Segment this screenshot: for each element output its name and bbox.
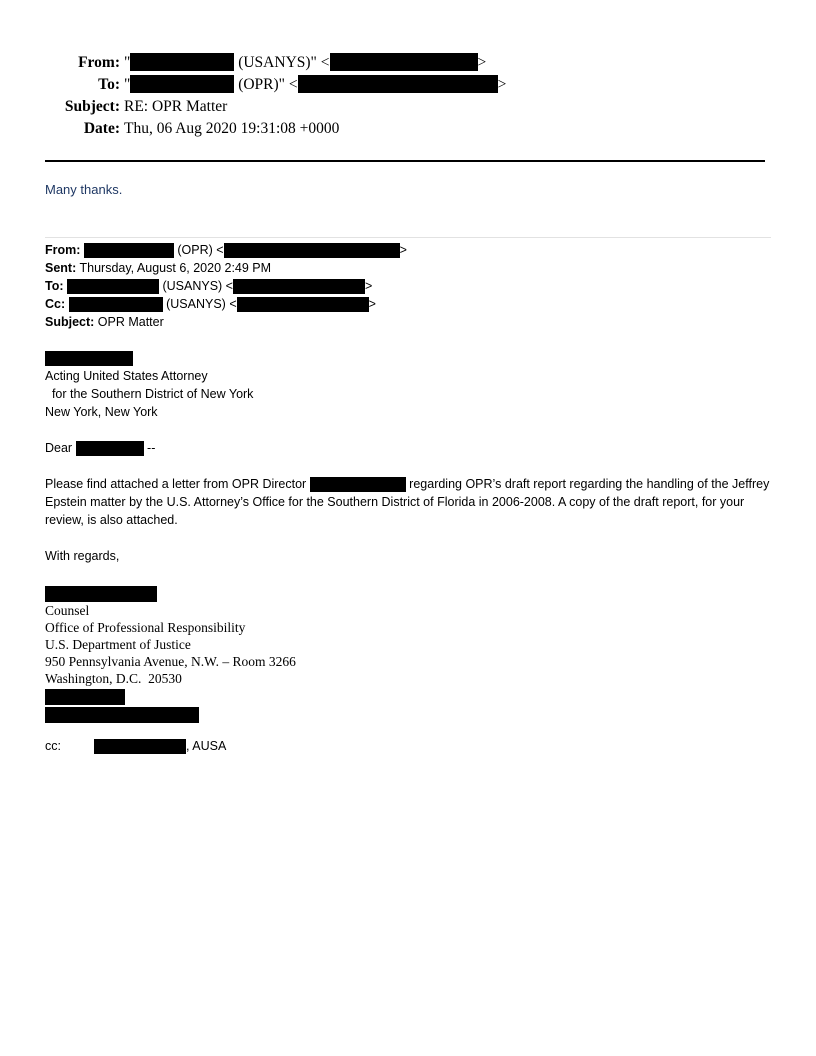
- redaction-box: [45, 707, 199, 723]
- header-subject-label: Subject:: [64, 98, 120, 115]
- quoted-to-row: [45, 277, 775, 295]
- header-to-value: [124, 74, 506, 96]
- header-from-value: [124, 52, 486, 74]
- closing: With regards,: [45, 549, 120, 563]
- quoted-from-row: [45, 241, 775, 259]
- signature-department: U.S. Department of Justice: [45, 636, 191, 652]
- body-part1: Please find attached a letter from OPR Director: [45, 477, 310, 491]
- quoted-sent-label: Sent:: [45, 261, 77, 275]
- header-divider: [45, 160, 765, 162]
- redaction-box: [224, 243, 400, 258]
- quoted-from-org: (OPR) <: [173, 243, 224, 257]
- signature-name-redacted: [45, 584, 296, 602]
- redaction-box: [130, 75, 234, 93]
- redaction-box: [310, 477, 406, 492]
- quoted-to-org: (USANYS) <: [159, 279, 233, 293]
- signature-address2: Washington, D.C. 20530: [45, 670, 182, 686]
- redaction-box: [76, 441, 144, 456]
- cc-label: cc:: [45, 739, 61, 753]
- header-to-close: >: [497, 76, 507, 93]
- redaction-box: [330, 53, 478, 71]
- signature-contact-redacted: [45, 687, 296, 705]
- quoted-to-label: To:: [45, 279, 64, 293]
- signature-block: [45, 584, 296, 723]
- redaction-box: [45, 689, 125, 705]
- quoted-message: [45, 241, 775, 565]
- quoted-subject-row: [45, 313, 775, 331]
- quoted-to-close: >: [364, 279, 373, 293]
- header-from-org: (USANYS)" <: [238, 54, 330, 71]
- header-subject-value: RE: OPR Matter: [124, 98, 228, 115]
- redaction-box: [94, 739, 186, 754]
- redaction-box: [298, 75, 498, 93]
- body-paragraph: [45, 475, 775, 529]
- redaction-box: [237, 297, 369, 312]
- salutation: [45, 439, 775, 457]
- header-to-org: (OPR)" <: [238, 76, 298, 93]
- reply-text: Many thanks.: [45, 182, 123, 197]
- body-part2: regarding OPR’s draft report regarding the handling of the Jeffrey Epstein matter by the U.S. Attorney’s Office for the Southern District of Florida in 2006-2008. A copy of the draft report, for your review, is also attached.: [45, 477, 770, 527]
- from-quote: ": [124, 54, 131, 71]
- redaction-box: [67, 279, 159, 294]
- quoted-subject-value: OPR Matter: [94, 315, 164, 329]
- redaction-box: [84, 243, 174, 258]
- signature-email-redacted: [45, 705, 296, 723]
- quoted-cc-close: >: [368, 297, 376, 311]
- to-quote: ": [124, 76, 131, 93]
- redaction-box: [45, 351, 133, 366]
- quoted-sent-row: [45, 259, 775, 277]
- quoted-cc-row: [45, 295, 775, 313]
- header-from-close: >: [477, 54, 487, 71]
- signature-address1: 950 Pennsylvania Avenue, N.W. – Room 3266: [45, 653, 296, 669]
- addressee-line: New York, New York: [45, 405, 158, 419]
- redaction-box: [69, 297, 163, 312]
- redaction-box: [45, 586, 157, 602]
- quoted-cc-org: (USANYS) <: [162, 297, 237, 311]
- addressee-line: Acting United States Attorney: [45, 369, 208, 383]
- cc-suffix: , AUSA: [186, 739, 227, 753]
- quoted-from-label: From:: [45, 243, 81, 257]
- header-date-value: Thu, 06 Aug 2020 19:31:08 +0000: [124, 120, 340, 137]
- quoted-divider: [45, 237, 771, 238]
- redaction-box: [130, 53, 234, 71]
- cc-line: [45, 737, 226, 755]
- salutation-prefix: Dear: [45, 441, 76, 455]
- quoted-sent-value: Thursday, August 6, 2020 2:49 PM: [76, 261, 272, 275]
- redaction-box: [233, 279, 365, 294]
- header-from-label: From:: [78, 54, 120, 71]
- quoted-cc-label: Cc:: [45, 297, 66, 311]
- header-to-label: To:: [98, 76, 120, 93]
- signature-title: Counsel: [45, 602, 90, 618]
- addressee-name-redacted: [45, 349, 775, 367]
- quoted-from-close: >: [399, 243, 407, 257]
- signature-office: Office of Professional Responsibility: [45, 619, 246, 635]
- quoted-subject-label: Subject:: [45, 315, 95, 329]
- addressee-line: for the Southern District of New York: [45, 387, 254, 401]
- header-date-label: Date:: [83, 120, 120, 137]
- salutation-suffix: --: [143, 441, 156, 455]
